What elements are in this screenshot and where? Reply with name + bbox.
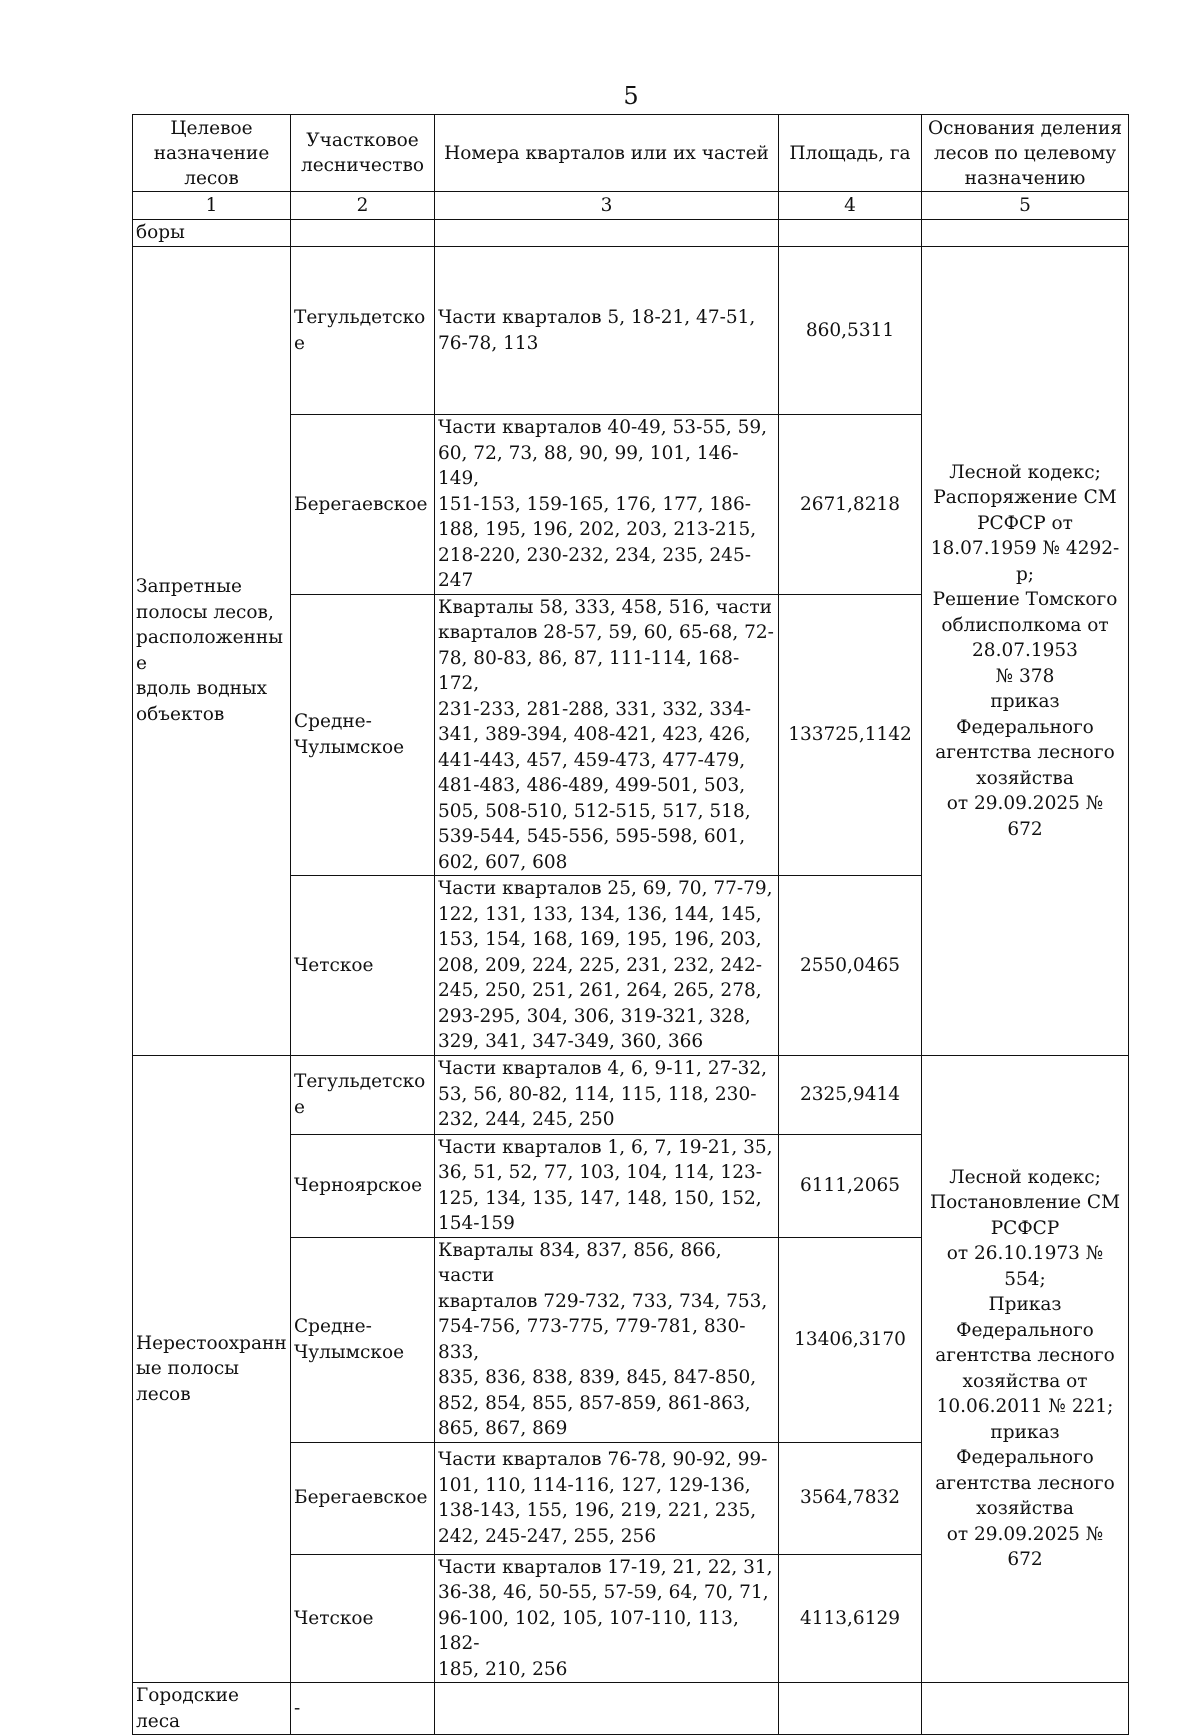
text-line: Распоряжение СМ bbox=[933, 487, 1117, 508]
table-row bbox=[133, 247, 1129, 415]
text-line: кварталов 729-732, 733, 734, 753, bbox=[438, 1290, 768, 1312]
text-line: 672 bbox=[1007, 1549, 1043, 1571]
text-line: Чулымское bbox=[294, 736, 405, 758]
text-line: 122, 131, 133, 134, 136, 144, 145, bbox=[438, 903, 762, 925]
text-line: Площадь, га bbox=[789, 142, 911, 164]
text-line: от 26.10.1973 № bbox=[946, 1243, 1104, 1265]
purpose-cell: боры bbox=[133, 220, 291, 247]
text-line: 554; bbox=[1004, 1268, 1046, 1290]
text-line: 505, 508-510, 512-515, 517, 518, bbox=[438, 800, 751, 822]
quarters-cell bbox=[435, 1134, 779, 1237]
forestry-cell bbox=[291, 1134, 435, 1237]
text-line: назначение bbox=[153, 142, 270, 164]
purpose-cell bbox=[133, 1055, 291, 1683]
column-number-row bbox=[133, 192, 1129, 220]
forestry-cell bbox=[291, 876, 435, 1056]
text-line: Постановление СМ bbox=[929, 1192, 1121, 1214]
purpose-cell: Городские леса bbox=[133, 1683, 291, 1735]
text-line: 835, 836, 838, 839, 845, 847-850, bbox=[438, 1367, 757, 1388]
text-line: лесов bbox=[184, 167, 239, 189]
text-line: № 378 bbox=[995, 665, 1055, 687]
text-line: агентства лесного bbox=[935, 1345, 1115, 1367]
text-line: Федерального bbox=[956, 716, 1094, 738]
text-line: Тегульдетское bbox=[294, 307, 426, 354]
text-line: 852, 854, 855, 857-859, 861-863, bbox=[438, 1392, 751, 1414]
text-line: объектов bbox=[136, 703, 225, 725]
text-line: агентства лесного bbox=[935, 742, 1115, 763]
area-cell: 133725,1142 bbox=[779, 594, 922, 876]
empty-cell bbox=[435, 1683, 779, 1735]
text-line: Части кварталов 25, 69, 70, 77-79, bbox=[438, 878, 773, 899]
text-line: 539-544, 545-556, 595-598, 601, bbox=[438, 826, 746, 847]
area-cell: 3564,7832 bbox=[779, 1442, 922, 1554]
text-line: Четское bbox=[294, 954, 374, 976]
text-line: Федерального bbox=[956, 1447, 1094, 1469]
purpose-cell bbox=[133, 247, 291, 1056]
forestry-cell bbox=[291, 1237, 435, 1442]
text-line: 245, 250, 251, 261, 264, 265, 278, bbox=[438, 980, 762, 1001]
header-basis bbox=[922, 115, 1129, 192]
text-line: 151-153, 159-165, 176, 177, 186- bbox=[438, 493, 751, 515]
text-line: 441-443, 457, 459-473, 477-479, bbox=[438, 749, 746, 771]
area-cell: 860,5311 bbox=[779, 247, 922, 415]
text-line: Четское bbox=[294, 1607, 374, 1629]
text-line: Целевое bbox=[170, 117, 253, 139]
forestry-cell bbox=[291, 415, 435, 595]
area-cell: 13406,3170 bbox=[779, 1237, 922, 1442]
column-number: 4 bbox=[779, 192, 922, 220]
text-line: Приказ bbox=[988, 1294, 1062, 1316]
text-line: Средне- bbox=[294, 1316, 372, 1337]
quarters-cell bbox=[435, 415, 779, 595]
text-line: 672 bbox=[1007, 818, 1043, 840]
text-line: полосы лесов, bbox=[136, 601, 274, 623]
text-line: РСФСР от bbox=[977, 512, 1073, 534]
text-line: облисполкома от bbox=[941, 614, 1109, 636]
forestry-cell bbox=[291, 1055, 435, 1134]
text-line: Решение Томского bbox=[932, 589, 1118, 610]
text-line: 329, 341, 347-349, 360, 366 bbox=[438, 1031, 704, 1052]
text-line: хозяйства от bbox=[962, 1370, 1088, 1392]
page-number: 5 bbox=[623, 82, 639, 110]
text-line: Части кварталов 17-19, 21, 22, 31, bbox=[438, 1556, 773, 1578]
header-area bbox=[779, 115, 922, 192]
empty-cell bbox=[922, 1683, 1129, 1735]
area-cell: 2325,9414 bbox=[779, 1055, 922, 1134]
text-line: Кварталы 834, 837, 856, 866, части bbox=[438, 1239, 722, 1286]
text-line: Берегаевское bbox=[294, 493, 428, 515]
quarters-cell bbox=[435, 876, 779, 1056]
quarters-cell bbox=[435, 247, 779, 415]
text-line: ые полосы bbox=[136, 1358, 239, 1379]
text-line: 138-143, 155, 196, 219, 221, 235, bbox=[438, 1500, 757, 1521]
text-line: 36, 51, 52, 77, 103, 104, 114, 123- bbox=[438, 1162, 762, 1183]
empty-cell bbox=[779, 220, 922, 247]
header-purpose bbox=[133, 115, 291, 192]
text-line: 188, 195, 196, 202, 203, 213-215, bbox=[438, 519, 757, 540]
text-line: 53, 56, 80-82, 114, 115, 118, 230- bbox=[438, 1083, 757, 1105]
empty-cell bbox=[779, 1683, 922, 1735]
text-line: 60, 72, 73, 88, 90, 99, 101, 146-149, bbox=[438, 442, 739, 489]
text-line: 96-100, 102, 105, 107-110, 113, 182- bbox=[438, 1607, 739, 1654]
text-line: Лесной кодекс; bbox=[949, 461, 1101, 483]
text-line: 125, 134, 135, 147, 148, 150, 152, bbox=[438, 1187, 762, 1209]
text-line: 242, 245-247, 255, 256 bbox=[438, 1525, 657, 1547]
text-line: Основания деления bbox=[927, 117, 1123, 139]
forestry-cell bbox=[291, 1442, 435, 1554]
forestry-cell: - bbox=[291, 1683, 435, 1735]
text-line: РСФСР bbox=[990, 1217, 1060, 1239]
text-line: 154-159 bbox=[438, 1213, 515, 1234]
table-row bbox=[133, 220, 1129, 247]
text-line: 76-78, 113 bbox=[438, 332, 539, 354]
area-cell: 2671,8218 bbox=[779, 415, 922, 595]
header-row bbox=[133, 115, 1129, 192]
text-line: 208, 209, 224, 225, 231, 232, 242- bbox=[438, 954, 762, 976]
text-line: 78, 80-83, 86, 87, 111-114, 168-172, bbox=[438, 647, 740, 694]
column-number: 3 bbox=[435, 192, 779, 220]
text-line: 754-756, 773-775, 779-781, 830-833, bbox=[438, 1316, 746, 1363]
empty-cell bbox=[435, 220, 779, 247]
text-line: приказ bbox=[990, 1421, 1060, 1443]
text-line: хозяйства bbox=[976, 1498, 1074, 1520]
text-line: Номера кварталов или их частей bbox=[444, 142, 769, 164]
text-line: 101, 110, 114-116, 127, 129-136, bbox=[438, 1474, 751, 1496]
column-number: 1 bbox=[133, 192, 291, 220]
text-line: Федерального bbox=[956, 1319, 1094, 1341]
area-cell: 4113,6129 bbox=[779, 1554, 922, 1683]
text-line: приказ bbox=[990, 691, 1060, 712]
text-line: Части кварталов 4, 6, 9-11, 27-32, bbox=[438, 1058, 768, 1080]
text-line: Черноярское bbox=[294, 1174, 423, 1196]
basis-cell bbox=[922, 247, 1129, 1056]
text-line: хозяйства bbox=[976, 767, 1074, 789]
text-line: 10.06.2011 № 221; bbox=[936, 1396, 1114, 1418]
text-line: 865, 867, 869 bbox=[438, 1418, 568, 1439]
text-line: лесов bbox=[136, 1383, 191, 1405]
column-number: 2 bbox=[291, 192, 435, 220]
text-line: Нерестоохранн bbox=[136, 1332, 287, 1354]
text-line: 36-38, 46, 50-55, 57-59, 64, 70, 71, bbox=[438, 1582, 769, 1603]
text-line: Лесной кодекс; bbox=[949, 1166, 1101, 1188]
text-line: Чулымское bbox=[294, 1341, 405, 1363]
area-cell: 6111,2065 bbox=[779, 1134, 922, 1237]
basis-cell bbox=[922, 1055, 1129, 1683]
text-line: 218-220, 230-232, 234, 235, 245-247 bbox=[438, 544, 751, 591]
text-line: 28.07.1953 bbox=[972, 640, 1078, 661]
text-line: Берегаевское bbox=[294, 1487, 428, 1509]
text-line: расположенные bbox=[136, 627, 283, 674]
text-line: лесов по целевому bbox=[933, 142, 1117, 164]
text-line: Части кварталов 40-49, 53-55, 59, bbox=[438, 417, 768, 438]
table-row bbox=[133, 1683, 1129, 1735]
text-line: 18.07.1959 № 4292- bbox=[930, 538, 1120, 559]
text-line: Части кварталов 76-78, 90-92, 99- bbox=[438, 1449, 768, 1470]
area-cell: 2550,0465 bbox=[779, 876, 922, 1056]
forestry-cell bbox=[291, 594, 435, 876]
header-quarters bbox=[435, 115, 779, 192]
text-line: 602, 607, 608 bbox=[438, 851, 568, 873]
text-line: Части кварталов 5, 18-21, 47-51, bbox=[438, 307, 756, 328]
text-line: Тегульдетское bbox=[294, 1071, 426, 1118]
text-line: назначению bbox=[964, 167, 1086, 189]
forestry-cell bbox=[291, 1554, 435, 1683]
text-line: лесничество bbox=[300, 155, 425, 176]
text-line: кварталов 28-57, 59, 60, 65-68, 72- bbox=[438, 622, 774, 643]
text-line: от 29.09.2025 № bbox=[946, 793, 1104, 814]
forestry-cell bbox=[291, 247, 435, 415]
text-line: 231-233, 281-288, 331, 332, 334- bbox=[438, 698, 751, 720]
text-line: вдоль водных bbox=[136, 678, 268, 700]
quarters-cell bbox=[435, 1055, 779, 1134]
text-line: 185, 210, 256 bbox=[438, 1658, 568, 1680]
quarters-cell bbox=[435, 594, 779, 876]
text-line: Части кварталов 1, 6, 7, 19-21, 35, bbox=[438, 1136, 773, 1158]
header-forestry bbox=[291, 115, 435, 192]
text-line: Кварталы 58, 333, 458, 516, части bbox=[438, 596, 772, 618]
table-row bbox=[133, 1055, 1129, 1134]
forest-designation-table bbox=[132, 114, 1129, 1735]
text-line: 153, 154, 168, 169, 195, 196, 203, bbox=[438, 929, 762, 950]
empty-cell bbox=[291, 220, 435, 247]
empty-cell bbox=[922, 220, 1129, 247]
quarters-cell bbox=[435, 1442, 779, 1554]
text-line: Участковое bbox=[306, 130, 419, 151]
text-line: 481-483, 486-489, 499-501, 503, bbox=[438, 775, 746, 796]
text-line: Средне- bbox=[294, 711, 372, 733]
quarters-cell bbox=[435, 1554, 779, 1683]
text-line: р; bbox=[1015, 563, 1035, 585]
text-line: 341, 389-394, 408-421, 423, 426, bbox=[438, 724, 751, 745]
text-line: агентства лесного bbox=[935, 1472, 1115, 1494]
text-line: Запретные bbox=[136, 576, 242, 598]
text-line: 293-295, 304, 306, 319-321, 328, bbox=[438, 1005, 751, 1027]
quarters-cell bbox=[435, 1237, 779, 1442]
text-line: от 29.09.2025 № bbox=[946, 1523, 1104, 1545]
column-number: 5 bbox=[922, 192, 1129, 220]
text-line: 232, 244, 245, 250 bbox=[438, 1109, 615, 1131]
